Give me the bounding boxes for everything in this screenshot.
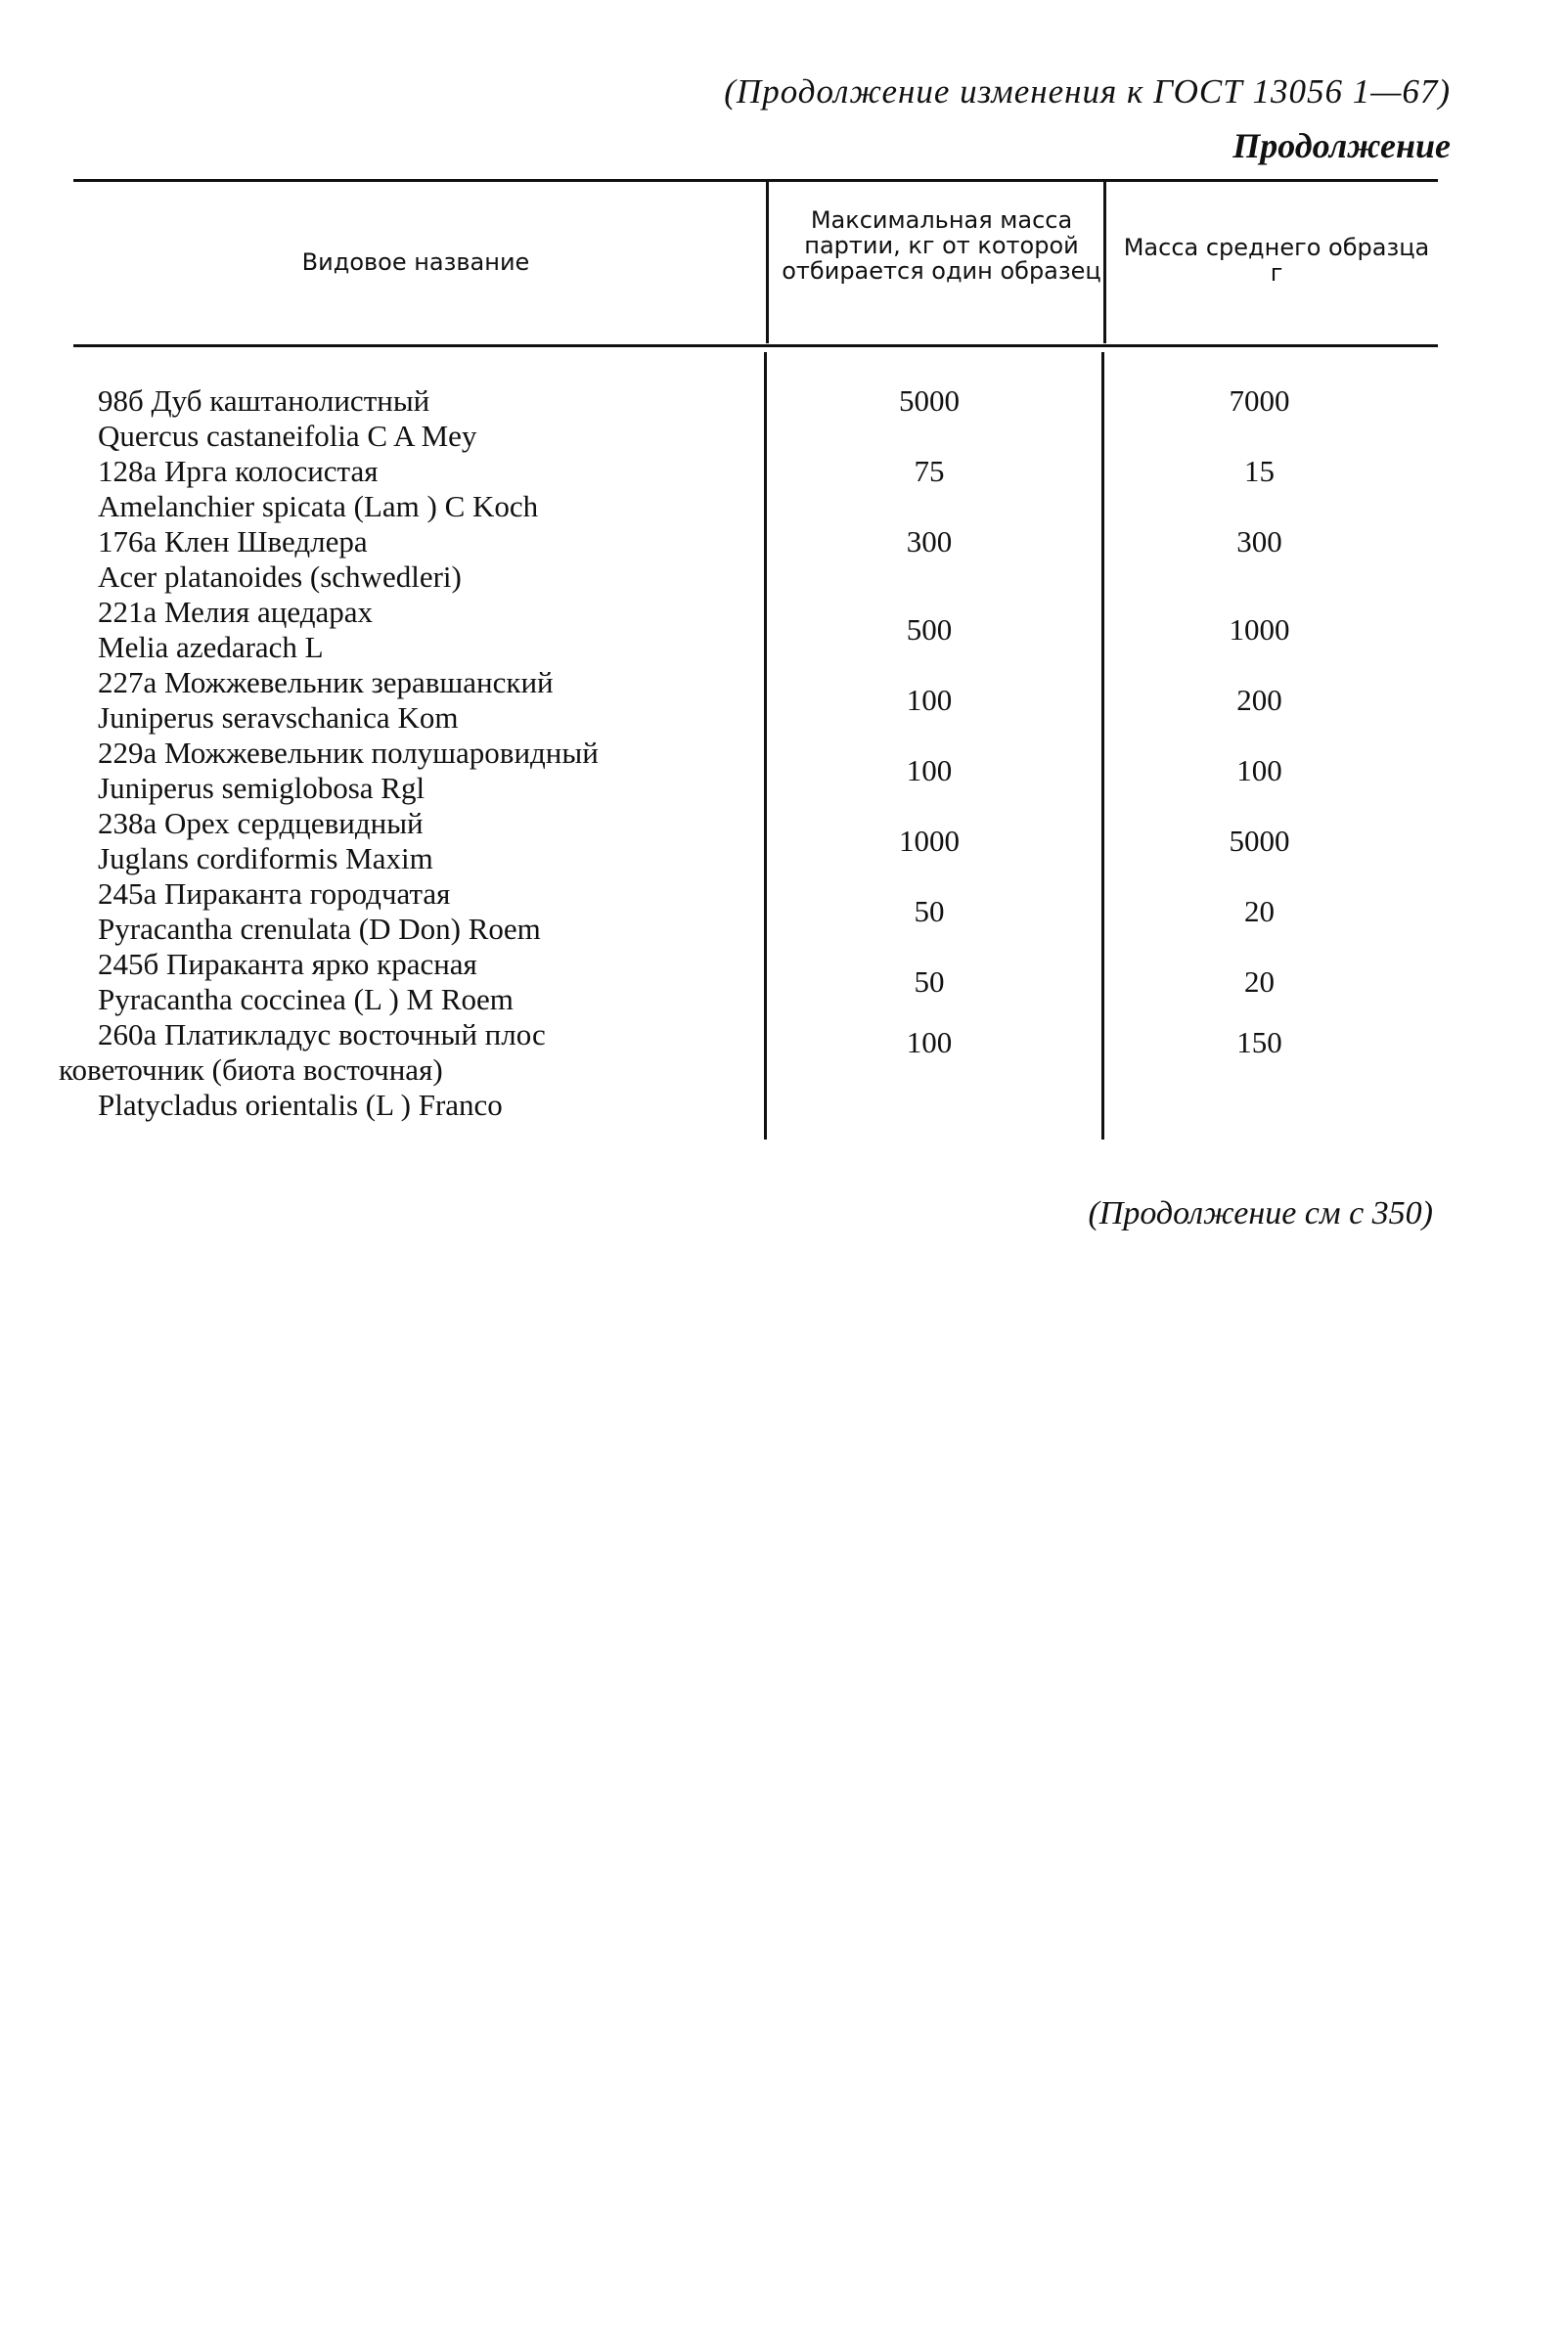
max-lot-mass-value: 100 (906, 753, 953, 787)
max-lot-mass-value: 100 (906, 1025, 953, 1059)
max-lot-mass-value: 500 (906, 612, 953, 647)
species-name (59, 1017, 763, 1123)
species-russian-name: 221а Мелия ацедарах (98, 595, 373, 629)
species-name (59, 595, 763, 665)
species-russian-name: 260а Платикладус восточный плос (98, 1017, 546, 1051)
species-latin-name: Juniperus semiglobosa Rgl (98, 771, 426, 805)
continuation-label: Продолжение (1232, 126, 1451, 165)
species-name (59, 736, 763, 806)
species-name (59, 665, 763, 736)
sample-mass-value: 150 (1236, 1025, 1282, 1059)
table-header-rule (73, 344, 1438, 347)
sample-mass-value: 20 (1244, 964, 1275, 999)
max-lot-mass-value: 1000 (899, 824, 960, 858)
species-russian-name: 128а Ирга колосистая (98, 454, 379, 488)
species-name (59, 806, 763, 876)
species-latin-name: Platycladus orientalis (L ) Franco (98, 1088, 503, 1122)
column-divider-1-body (764, 352, 767, 1140)
sample-mass-value: 1000 (1229, 612, 1290, 647)
species-russian-name: 238а Орех сердцевидный (98, 806, 424, 840)
column-divider-2-body (1101, 352, 1104, 1140)
species-latin-name: Melia azedarach L (98, 630, 324, 664)
sample-mass-value: 300 (1236, 524, 1282, 559)
max-lot-mass-value: 5000 (899, 383, 960, 418)
sample-mass-value: 100 (1236, 753, 1282, 787)
max-lot-mass-value: 50 (914, 964, 945, 999)
species-latin-name: Acer platanoides (schwedleri) (98, 559, 462, 594)
species-russian-name-continuation: коветочник (биота восточная) (59, 1052, 443, 1087)
species-latin-name: Amelanchier spicata (Lam ) C Koch (98, 489, 539, 523)
column-divider-1 (766, 182, 769, 343)
species-name (59, 947, 763, 1017)
species-russian-name: 229а Можжевельник полушаровидный (98, 736, 599, 770)
species-name (59, 454, 763, 524)
species-latin-name: Juglans cordiformis Maxim (98, 841, 433, 875)
max-lot-mass-value: 300 (906, 524, 953, 559)
species-russian-name: 176а Клен Шведлера (98, 524, 368, 559)
sample-mass-value: 200 (1236, 683, 1282, 717)
table-top-rule (73, 179, 1438, 182)
sample-mass-value: 15 (1244, 454, 1275, 488)
species-latin-name: Quercus castaneifolia C A Mey (98, 419, 477, 453)
species-name (59, 524, 763, 595)
species-latin-name: Pyracantha crenulata (D Don) Roem (98, 912, 541, 946)
max-lot-mass-value: 50 (914, 894, 945, 928)
column-header-max-lot-mass: Максимальная масса партии, кг от которой отбирается один образец (782, 206, 1101, 285)
max-lot-mass-value: 75 (914, 454, 945, 488)
continuation-footer: (Продолжение см с 350) (1088, 1195, 1433, 1231)
column-header-sample-mass: Масса среднего образца г (1123, 234, 1430, 287)
species-latin-name: Pyracantha coccinea (L ) M Roem (98, 982, 514, 1016)
sample-mass-value: 7000 (1229, 383, 1290, 418)
species-latin-name: Juniperus seravschanica Kom (98, 700, 459, 735)
max-lot-mass-value: 100 (906, 683, 953, 717)
species-name (59, 383, 763, 454)
column-header-species: Видовое название (301, 248, 530, 276)
species-russian-name: 245а Пираканта городчатая (98, 876, 451, 911)
sample-mass-value: 5000 (1229, 824, 1290, 858)
document-header-title: (Продолжение изменения к ГОСТ 13056 1—67) (724, 72, 1451, 111)
species-russian-name: 227а Можжевельник зеравшанский (98, 665, 554, 699)
species-russian-name: 245б Пираканта ярко красная (98, 947, 477, 981)
sample-mass-value: 20 (1244, 894, 1275, 928)
species-name (59, 876, 763, 947)
species-russian-name: 98б Дуб каштанолистный (98, 383, 430, 418)
